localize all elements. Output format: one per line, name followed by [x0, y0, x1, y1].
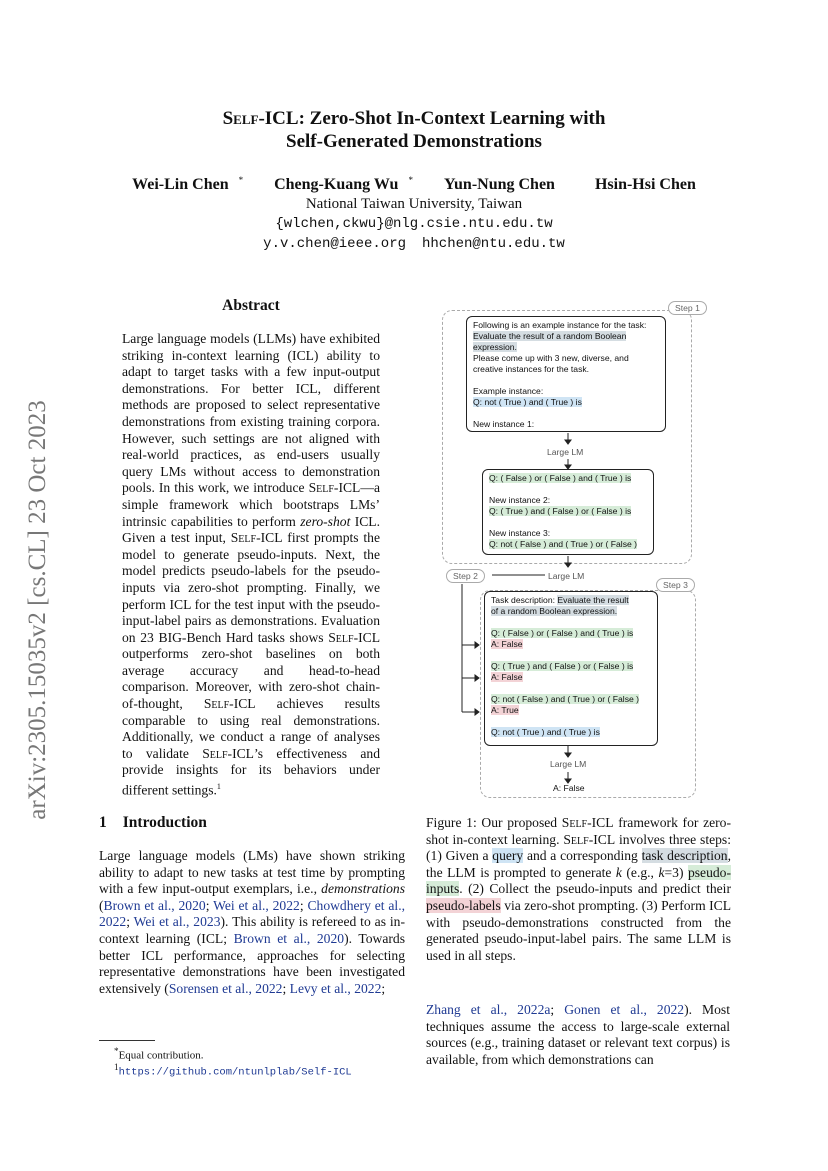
citation-link[interactable]: Brown et al., 2020 — [233, 930, 345, 946]
arxiv-stamp-text: arXiv:2305.15035v2 [cs.CL] 23 Oct 2023 — [24, 400, 51, 820]
citation-link[interactable]: Zhang et al., 2022a — [426, 1002, 551, 1017]
abstract-text: Large language models (LLMs) have exhibited striking in-context learning (ICL) ability to adapt to target tasks with a few input-output demonstrations. For better ICL, different methods are proposed to select representative demonstrations from existing training corpora. However, such settings are not aligned with real-world practices, as end-users usually query LMs without access to demonstration pools. In this work, we introduce Self-ICL—a simple framework which bootstraps LMs’ intrinsic capabilities to perform zero-shot ICL. Given a test input, Self-ICL first prompts the model to generate pseudo-inputs. Next, the model predicts pseudo-labels for the pseudo-inputs via zero-shot prompting. Finally, we perform ICL for the test input with the pseudo-input-label pairs as demonstrations. Evaluation on 23 BIG-Bench Hard tasks shows Self-ICL outperforms zero-shot baselines on both average accuracy and head-to-head comparison. Moreover, with zero-shot chain-of-thought, Self-ICL achieves results comparable to using real demonstrations. Additionally, we conduct a range of analyses to validate Self-ICL’s effectiveness and provide insights for its behaviors under different settings.$^1$ — [122, 331, 380, 798]
citation-link[interactable]: Gonen et al., 2022 — [564, 1002, 685, 1017]
email: y.v.chen@ieee.org — [263, 236, 406, 252]
abstract-heading: Abstract — [222, 297, 280, 314]
footnote-rule — [99, 1040, 155, 1041]
email-line — [0, 236, 828, 252]
citation-link[interactable]: Wei et al., 2023 — [133, 914, 221, 930]
title-line2: Self-Generated Demonstrations — [286, 131, 542, 152]
abstract-body — [122, 331, 380, 799]
citation-link[interactable]: Sorensen et al., 2022 — [168, 980, 283, 996]
intro-text: Large language models (LMs) have shown striking ability to adapt to new tasks at test time by prompting with a few input-output exemplars, i.e., demonstrations (Brown et al., 2020; Wei et al., 2022; Chowdhery et al., 2022; Wei et al., 2023). This ability is refereed to as in-context learning (ICL; Brown et al., 2020). Towards better ICL performance, approaches for selecting representative demonstrations have been investigated extensively (Sorensen et al., 2022; Levy et al., 2022; — [99, 848, 405, 996]
paper-title — [0, 107, 828, 153]
footnote: $^1$https://github.com/ntunlplab/Self-ICL — [114, 1062, 352, 1079]
author-list — [0, 175, 828, 194]
figure-caption: Figure 1: Our proposed Self-ICL framework for zero-shot in-context learning. Self-ICL involves three steps: (1) Given a query and a corresponding task description, the LLM is prompted to generate k (e.g., k=3) pseudo-inputs. (2) Collect the pseudo-inputs and predict their pseudo-labels via zero-shot prompting. (3) Perform ICL with pseudo-demonstrations constructed from the generated pseudo-input-label pairs. The same LLM is used in all steps. — [426, 815, 731, 963]
email-line: {wlchen,ckwu}@nlg.csie.ntu.edu.tw — [275, 216, 553, 232]
author: Cheng-Kuang Wu * — [274, 175, 413, 193]
author: Hsin-Hsi Chen — [594, 176, 696, 193]
right-column-body: Zhang et al., 2022a; Gonen et al., 2022). Most techniques assume the access to large-scale external sources (e.g., training dataset or relevant text corpus) is available, from which demonstrations can — [426, 1002, 730, 1067]
affiliation: National Taiwan University, Taiwan — [305, 196, 523, 212]
citation-link[interactable]: Wei et al., 2022 — [213, 897, 300, 913]
pseudo-input-highlight: Q: ( False ) or ( False ) and ( True ) is — [489, 473, 632, 483]
intro-body — [99, 848, 405, 997]
task-description-highlight: Evaluate the result of a random Boolean — [473, 331, 627, 341]
author: Yun-Nung Chen — [443, 176, 555, 193]
arxiv-stamp — [18, 370, 58, 850]
author: Wei-Lin Chen * — [132, 175, 244, 193]
intro-heading: 1 Introduction — [99, 814, 207, 831]
footnote: *Equal contribution. — [114, 1046, 204, 1062]
large-lm-label: Large LM — [547, 447, 584, 457]
citation-link[interactable]: Levy et al., 2022 — [289, 980, 382, 996]
citation-link[interactable]: Brown et al., 2020 — [103, 897, 206, 913]
prompt-box-step1: Following is an example instance for the task: Evaluate the result of a random Boolean expression. Please come up with 3 new, diverse, and creative instances for the task. Example instance: Q: not ( True ) and ( True ) is New instance 1: — [466, 316, 666, 432]
large-lm-label: Large LM — [550, 759, 587, 769]
step3-label: Step 3 — [656, 578, 695, 592]
step2-label: Step 2 — [446, 569, 485, 583]
large-lm-label: Large LM — [548, 571, 585, 581]
query-highlight: Q: not ( True ) and ( True ) is — [473, 397, 582, 407]
title-line1: : Zero-Shot In-Context Learning with — [298, 108, 606, 129]
email: hhchen@ntu.edu.tw — [422, 236, 565, 252]
step1-label: Step 1 — [668, 301, 707, 315]
prompt-box-step3: Task description: Evaluate the result of a random Boolean expression. Q: ( False ) or ( False ) and ( True ) is A: False Q: ( True ) and ( False ) or ( False ) is A: False Q: not ( False ) and ( True ) or ( False ) A: True Q: not ( True ) and ( True ) is — [484, 591, 658, 746]
citation-link[interactable]: Chowdhery et al., 2022 — [99, 897, 405, 930]
title-selficl: Self-ICL — [222, 108, 299, 129]
github-link[interactable]: https://github.com/ntunlplab/Self-ICL — [118, 1066, 352, 1079]
final-answer: A: False — [553, 783, 585, 793]
pseudo-label-highlight: A: False — [491, 639, 523, 649]
generated-inputs-box: Q: ( False ) or ( False ) and ( True ) is New instance 2: Q: ( True ) and ( False ) or ( False ) is New instance 3: Q: not ( False ) and ( True ) or ( False ) — [482, 469, 654, 555]
